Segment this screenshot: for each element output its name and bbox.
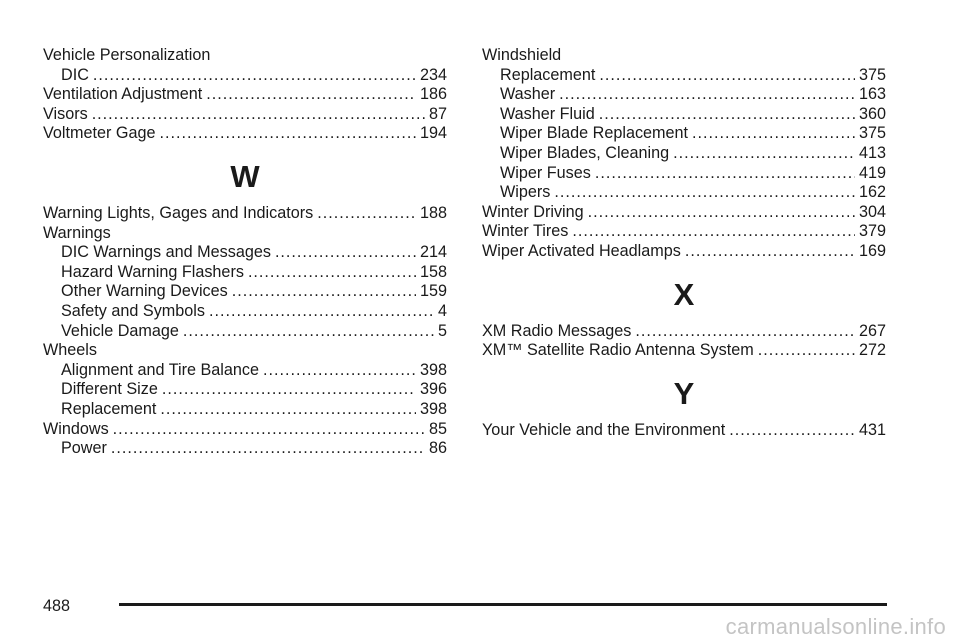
- entry-page-number: 159: [419, 282, 447, 301]
- entry-page-number: 158: [419, 262, 447, 281]
- section-letter: X: [673, 276, 695, 312]
- index-subentry: [43, 322, 447, 342]
- entry-page-number: 85: [428, 419, 447, 438]
- index-subentry: [43, 282, 447, 302]
- entry-label: DIC: [61, 65, 89, 84]
- entry-page-number: 431: [858, 420, 886, 439]
- entry-label: Wiper Fuses: [500, 163, 591, 182]
- index-heading: Windshield: [482, 46, 562, 64]
- entry-page-number: 169: [858, 241, 886, 260]
- entry-label: Windows: [43, 419, 109, 438]
- entry-label: Alignment and Tire Balance: [61, 360, 259, 379]
- dot-leader: [206, 85, 416, 105]
- dot-leader: [673, 144, 855, 164]
- entry-page-number: 375: [858, 65, 886, 84]
- entry-label: Different Size: [61, 380, 158, 399]
- index-subentry: [43, 263, 447, 283]
- entry-label: Hazard Warning Flashers: [61, 262, 244, 281]
- section-letter: Y: [673, 375, 695, 411]
- dot-leader: [729, 421, 855, 441]
- footer-rule: [119, 603, 887, 606]
- dot-leader: [554, 183, 855, 203]
- entry-page-number: 214: [419, 243, 447, 262]
- entry-page-number: 398: [419, 360, 447, 379]
- entry-label: XM Radio Messages: [482, 321, 632, 340]
- dot-leader: [685, 242, 855, 262]
- entry-page-number: 413: [858, 143, 886, 162]
- entry-label: Wiper Blade Replacement: [500, 124, 689, 143]
- entry-label: Warning Lights, Gages and Indicators: [43, 203, 314, 222]
- dot-leader: [113, 420, 425, 440]
- dot-leader: [183, 322, 434, 342]
- index-subentry: [43, 243, 447, 263]
- dot-leader: [162, 380, 416, 400]
- dot-leader: [599, 105, 855, 125]
- index-heading: Vehicle Personalization: [43, 46, 211, 64]
- entry-label: Other Warning Devices: [61, 282, 228, 301]
- dot-leader: [758, 341, 855, 361]
- entry-label: Replacement: [500, 65, 596, 84]
- dot-leader: [92, 105, 425, 125]
- index-column-left: [43, 46, 447, 459]
- index-subentry: [482, 66, 886, 86]
- entry-page-number: 87: [428, 104, 447, 123]
- entry-page-number: 375: [858, 124, 886, 143]
- dot-leader: [317, 204, 416, 224]
- entry-label: Washer: [500, 85, 556, 104]
- index-subentry: [43, 380, 447, 400]
- entry-label: Safety and Symbols: [61, 301, 205, 320]
- entry-page-number: 188: [419, 203, 447, 222]
- entry-page-number: 360: [858, 104, 886, 123]
- index-entry: [482, 203, 886, 223]
- dot-leader: [588, 203, 855, 223]
- index-subentry: [43, 439, 447, 459]
- index-subentry: [482, 164, 886, 184]
- dot-leader: [248, 263, 416, 283]
- index-entry: [482, 322, 886, 342]
- entry-page-number: 379: [858, 222, 886, 241]
- dot-leader: [232, 282, 416, 302]
- index-heading: Warnings: [43, 223, 111, 242]
- dot-leader: [93, 66, 416, 86]
- dot-leader: [599, 66, 855, 86]
- dot-leader: [263, 361, 416, 381]
- index-entry: [43, 105, 447, 125]
- index-entry: [43, 204, 447, 224]
- page-number: 488: [43, 597, 71, 615]
- entry-page-number: 419: [858, 163, 886, 182]
- entry-label: Replacement: [61, 399, 157, 418]
- index-subentry: [482, 183, 886, 203]
- index-subentry: [43, 361, 447, 381]
- index-entry: [43, 420, 447, 440]
- index-subentry: [482, 105, 886, 125]
- dot-leader: [572, 222, 855, 242]
- index-subentry: [43, 302, 447, 322]
- entry-label: Winter Driving: [482, 202, 584, 221]
- entry-label: Vehicle Damage: [61, 321, 179, 340]
- entry-label: XM™ Satellite Radio Antenna System: [482, 341, 754, 360]
- entry-page-number: 162: [858, 183, 886, 202]
- section-letter: W: [230, 158, 260, 194]
- entry-page-number: 304: [858, 202, 886, 221]
- entry-label: Voltmeter Gage: [43, 124, 156, 143]
- dot-leader: [160, 400, 416, 420]
- entry-page-number: 186: [419, 85, 447, 104]
- entry-label: Wipers: [500, 183, 551, 202]
- index-subentry: [43, 400, 447, 420]
- watermark: carmanualsonline.info: [725, 614, 946, 639]
- index-entry: [482, 341, 886, 361]
- entry-page-number: 4: [437, 301, 447, 320]
- entry-label: Visors: [43, 104, 88, 123]
- entry-page-number: 194: [419, 124, 447, 143]
- dot-leader: [275, 243, 416, 263]
- entry-label: Wiper Activated Headlamps: [482, 241, 681, 260]
- entry-label: Wiper Blades, Cleaning: [500, 143, 670, 162]
- entry-label: Winter Tires: [482, 222, 569, 241]
- entry-label: Your Vehicle and the Environment: [482, 420, 726, 439]
- entry-page-number: 5: [437, 321, 447, 340]
- entry-page-number: 398: [419, 399, 447, 418]
- index-entry: [482, 222, 886, 242]
- entry-page-number: 163: [858, 85, 886, 104]
- entry-label: Ventilation Adjustment: [43, 85, 203, 104]
- index-subentry: [482, 124, 886, 144]
- index-entry: [482, 421, 886, 441]
- index-heading: Wheels: [43, 341, 97, 360]
- entry-label: Power: [61, 439, 107, 458]
- entry-label: DIC Warnings and Messages: [61, 243, 271, 262]
- entry-page-number: 267: [858, 321, 886, 340]
- entry-page-number: 272: [858, 341, 886, 360]
- index-entry: [43, 85, 447, 105]
- index-subentry: [482, 144, 886, 164]
- entry-page-number: 396: [419, 380, 447, 399]
- entry-page-number: 86: [428, 439, 447, 458]
- entry-label: Washer Fluid: [500, 104, 595, 123]
- entry-page-number: 234: [419, 65, 447, 84]
- dot-leader: [111, 439, 425, 459]
- index-entry: [482, 242, 886, 262]
- index-subentry: [482, 85, 886, 105]
- index-subentry: [43, 66, 447, 86]
- dot-leader: [159, 124, 416, 144]
- index-entry: [43, 124, 447, 144]
- index-column-right: [482, 46, 886, 440]
- dot-leader: [559, 85, 855, 105]
- dot-leader: [595, 164, 855, 184]
- dot-leader: [635, 322, 855, 342]
- dot-leader: [692, 124, 855, 144]
- dot-leader: [209, 302, 434, 322]
